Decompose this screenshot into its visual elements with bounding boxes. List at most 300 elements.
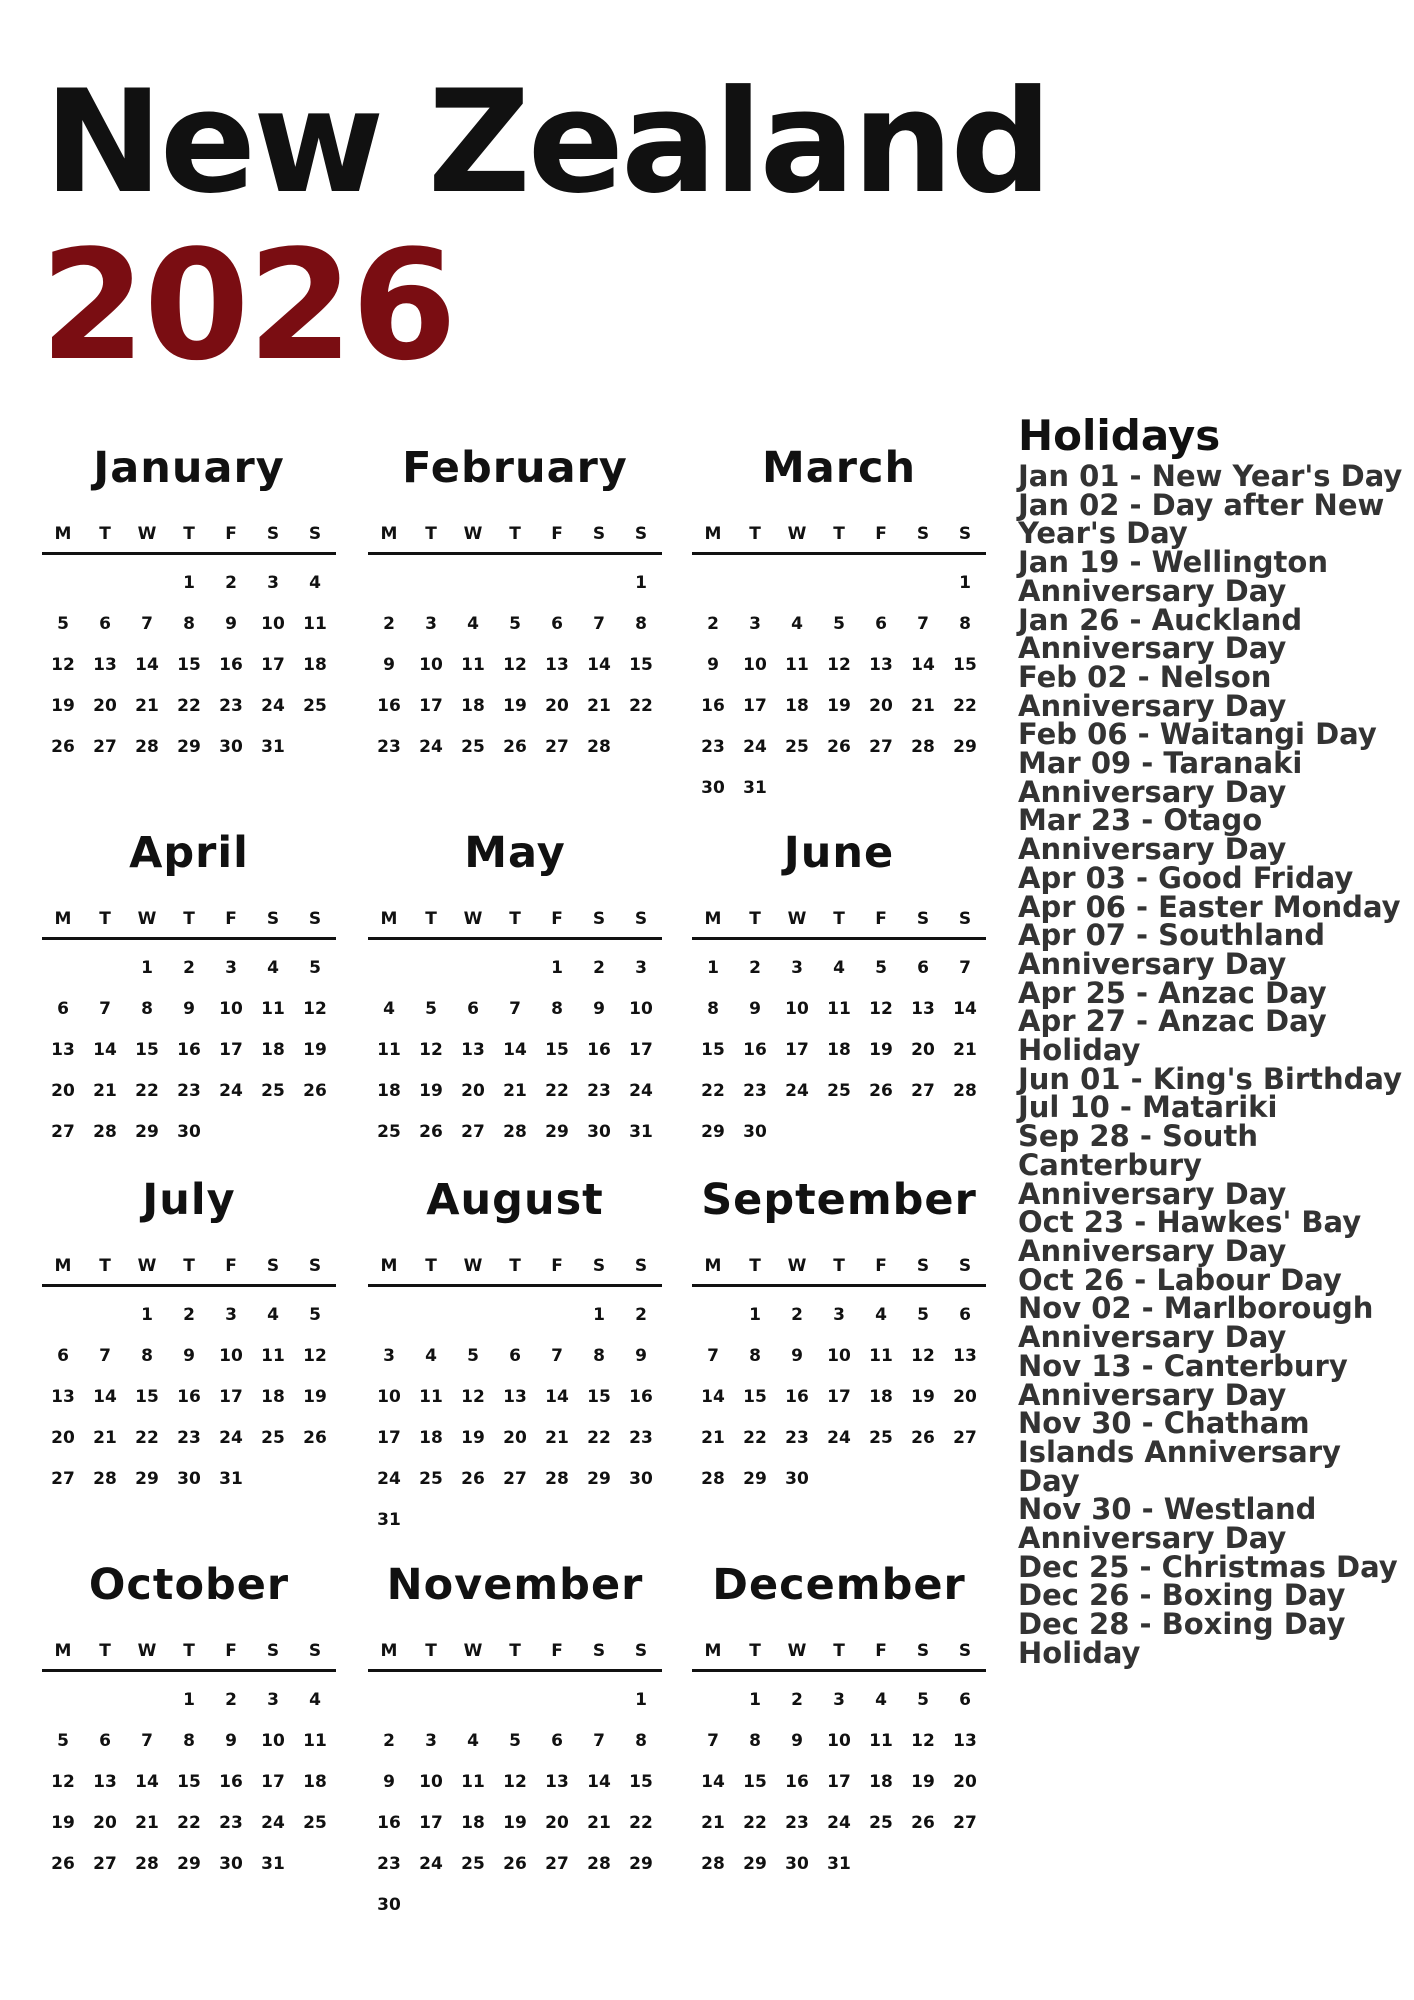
day-cell: 18 bbox=[377, 1081, 401, 1101]
month-days bbox=[368, 1672, 662, 1926]
day-cell: 12 bbox=[827, 655, 851, 675]
day-cell: 26 bbox=[503, 737, 527, 757]
day-cell: 26 bbox=[827, 737, 851, 757]
weekday-header bbox=[42, 1633, 336, 1672]
holiday-item: Apr 06 - Easter Monday bbox=[1018, 889, 1401, 924]
day-cell: 20 bbox=[93, 696, 117, 716]
day-cell: 2 bbox=[707, 614, 719, 634]
month-name: June bbox=[783, 828, 895, 878]
day-cell: 11 bbox=[869, 1731, 893, 1751]
day-cell: 5 bbox=[57, 1731, 69, 1751]
weekday-label: T bbox=[749, 524, 761, 544]
month-days bbox=[692, 1672, 986, 1885]
weekday-label: M bbox=[54, 909, 72, 929]
weekday-label: W bbox=[787, 524, 807, 544]
day-cell: 30 bbox=[785, 1469, 809, 1489]
empty-cell bbox=[368, 1295, 410, 1336]
day-cell: 26 bbox=[51, 737, 75, 757]
day-cell: 2 bbox=[383, 1731, 395, 1751]
empty-cell bbox=[410, 1295, 452, 1336]
weekday-label: S bbox=[916, 909, 930, 929]
day-cell: 12 bbox=[503, 1772, 527, 1792]
year-heading: 2026 bbox=[40, 217, 456, 394]
weekday-label: S bbox=[916, 524, 930, 544]
month-days bbox=[42, 1287, 336, 1500]
day-cell: 14 bbox=[135, 1772, 159, 1792]
day-cell: 25 bbox=[869, 1428, 893, 1448]
day-cell: 2 bbox=[383, 614, 395, 634]
month-days bbox=[42, 940, 336, 1153]
empty-cell bbox=[42, 1295, 84, 1336]
day-cell: 24 bbox=[419, 737, 443, 757]
weekday-label: M bbox=[54, 524, 72, 544]
day-cell: 19 bbox=[303, 1040, 327, 1060]
weekday-label: T bbox=[509, 909, 521, 929]
weekday-label: T bbox=[833, 909, 845, 929]
day-cell: 3 bbox=[267, 573, 279, 593]
day-cell: 6 bbox=[57, 1346, 69, 1366]
day-cell: 23 bbox=[701, 737, 725, 757]
day-cell: 13 bbox=[51, 1387, 75, 1407]
day-cell: 17 bbox=[377, 1428, 401, 1448]
day-cell: 11 bbox=[261, 1346, 285, 1366]
weekday-label: W bbox=[137, 1256, 157, 1276]
day-cell: 10 bbox=[629, 999, 653, 1019]
day-cell: 27 bbox=[911, 1081, 935, 1101]
weekday-label: T bbox=[833, 1641, 845, 1661]
weekday-label: F bbox=[875, 524, 887, 544]
weekday-label: M bbox=[380, 1641, 398, 1661]
day-cell: 9 bbox=[635, 1346, 647, 1366]
day-cell: 25 bbox=[869, 1813, 893, 1833]
day-cell: 19 bbox=[911, 1772, 935, 1792]
day-cell: 1 bbox=[635, 573, 647, 593]
empty-cell bbox=[84, 1680, 126, 1721]
day-cell: 18 bbox=[461, 696, 485, 716]
day-cell: 8 bbox=[707, 999, 719, 1019]
day-cell: 26 bbox=[911, 1813, 935, 1833]
day-cell: 13 bbox=[93, 655, 117, 675]
day-cell: 18 bbox=[461, 1813, 485, 1833]
day-cell: 21 bbox=[953, 1040, 977, 1060]
day-cell: 30 bbox=[587, 1122, 611, 1142]
day-cell: 2 bbox=[593, 958, 605, 978]
day-cell: 16 bbox=[785, 1387, 809, 1407]
day-cell: 8 bbox=[635, 1731, 647, 1751]
day-cell: 15 bbox=[177, 1772, 201, 1792]
day-cell: 1 bbox=[959, 573, 971, 593]
day-cell: 3 bbox=[833, 1690, 845, 1710]
day-cell: 27 bbox=[545, 1854, 569, 1874]
day-cell: 6 bbox=[551, 614, 563, 634]
day-cell: 12 bbox=[869, 999, 893, 1019]
day-cell: 19 bbox=[51, 696, 75, 716]
empty-cell bbox=[84, 563, 126, 604]
weekday-header bbox=[368, 516, 662, 555]
weekday-label: S bbox=[266, 524, 280, 544]
day-cell: 20 bbox=[869, 696, 893, 716]
day-cell: 22 bbox=[587, 1428, 611, 1448]
day-cell: 6 bbox=[959, 1305, 971, 1325]
day-cell: 3 bbox=[749, 614, 761, 634]
day-cell: 8 bbox=[141, 1346, 153, 1366]
weekday-label: T bbox=[183, 524, 195, 544]
day-cell: 19 bbox=[911, 1387, 935, 1407]
weekday-label: T bbox=[99, 1256, 111, 1276]
day-cell: 27 bbox=[503, 1469, 527, 1489]
holiday-item: Jul 10 - Matariki bbox=[1018, 1090, 1278, 1125]
day-cell: 15 bbox=[135, 1040, 159, 1060]
day-cell: 26 bbox=[303, 1428, 327, 1448]
weekday-label: S bbox=[958, 1641, 972, 1661]
weekday-label: S bbox=[916, 1256, 930, 1276]
day-cell: 12 bbox=[461, 1387, 485, 1407]
day-cell: 22 bbox=[135, 1428, 159, 1448]
weekday-header bbox=[42, 901, 336, 940]
month-name: November bbox=[386, 1560, 644, 1610]
weekday-header bbox=[692, 516, 986, 555]
day-cell: 19 bbox=[51, 1813, 75, 1833]
day-cell: 13 bbox=[503, 1387, 527, 1407]
day-cell: 25 bbox=[303, 1813, 327, 1833]
holiday-item: Jan 01 - New Year's Day bbox=[1018, 459, 1403, 493]
day-cell: 24 bbox=[261, 1813, 285, 1833]
day-cell: 20 bbox=[545, 696, 569, 716]
weekday-label: S bbox=[958, 909, 972, 929]
day-cell: 17 bbox=[261, 655, 285, 675]
day-cell: 30 bbox=[219, 1854, 243, 1874]
day-cell: 14 bbox=[503, 1040, 527, 1060]
month-august bbox=[368, 1172, 662, 1541]
holiday-item: Feb 02 - Nelson Anniversary Day bbox=[1018, 659, 1287, 723]
day-cell: 24 bbox=[261, 696, 285, 716]
day-cell: 1 bbox=[749, 1305, 761, 1325]
holiday-item: Oct 23 - Hawkes' Bay Anniversary Day bbox=[1018, 1205, 1362, 1268]
day-cell: 20 bbox=[503, 1428, 527, 1448]
day-cell: 4 bbox=[875, 1690, 887, 1710]
weekday-label: M bbox=[54, 1256, 72, 1276]
day-cell: 1 bbox=[183, 1690, 195, 1710]
day-cell: 29 bbox=[177, 737, 201, 757]
day-cell: 9 bbox=[593, 999, 605, 1019]
day-cell: 13 bbox=[93, 1772, 117, 1792]
day-cell: 27 bbox=[545, 737, 569, 757]
day-cell: 22 bbox=[177, 696, 201, 716]
holiday-item: Mar 09 - Taranaki Anniversary Day bbox=[1018, 746, 1303, 809]
weekday-label: T bbox=[183, 1641, 195, 1661]
day-cell: 17 bbox=[419, 696, 443, 716]
day-cell: 2 bbox=[225, 573, 237, 593]
day-cell: 8 bbox=[749, 1346, 761, 1366]
day-cell: 27 bbox=[869, 737, 893, 757]
weekday-header bbox=[692, 901, 986, 940]
weekday-label: F bbox=[551, 524, 563, 544]
day-cell: 30 bbox=[377, 1895, 401, 1915]
day-cell: 5 bbox=[509, 614, 521, 634]
day-cell: 8 bbox=[959, 614, 971, 634]
day-cell: 22 bbox=[701, 1081, 725, 1101]
day-cell: 6 bbox=[509, 1346, 521, 1366]
day-cell: 16 bbox=[219, 1772, 243, 1792]
day-cell: 9 bbox=[183, 1346, 195, 1366]
day-cell: 19 bbox=[461, 1428, 485, 1448]
day-cell: 10 bbox=[261, 1731, 285, 1751]
empty-cell bbox=[494, 948, 536, 989]
day-cell: 8 bbox=[183, 1731, 195, 1751]
weekday-label: T bbox=[509, 524, 521, 544]
day-cell: 7 bbox=[707, 1346, 719, 1366]
day-cell: 16 bbox=[377, 1813, 401, 1833]
day-cell: 21 bbox=[135, 1813, 159, 1833]
day-cell: 25 bbox=[785, 737, 809, 757]
day-cell: 27 bbox=[461, 1122, 485, 1142]
day-cell: 4 bbox=[467, 1731, 479, 1751]
weekday-label: S bbox=[916, 1641, 930, 1661]
day-cell: 22 bbox=[135, 1081, 159, 1101]
day-cell: 24 bbox=[743, 737, 767, 757]
day-cell: 29 bbox=[545, 1122, 569, 1142]
day-cell: 12 bbox=[303, 999, 327, 1019]
day-cell: 9 bbox=[225, 1731, 237, 1751]
day-cell: 12 bbox=[911, 1346, 935, 1366]
day-cell: 5 bbox=[509, 1731, 521, 1751]
empty-cell bbox=[452, 1680, 494, 1721]
weekday-label: T bbox=[183, 909, 195, 929]
day-cell: 4 bbox=[875, 1305, 887, 1325]
day-cell: 4 bbox=[309, 1690, 321, 1710]
holiday-item: Jan 02 - Day after New Year's Day bbox=[1018, 487, 1385, 551]
day-cell: 30 bbox=[701, 778, 725, 798]
weekday-label: S bbox=[308, 1641, 322, 1661]
day-cell: 14 bbox=[701, 1772, 725, 1792]
day-cell: 29 bbox=[743, 1469, 767, 1489]
holiday-item: Oct 26 - Labour Day bbox=[1018, 1262, 1342, 1297]
day-cell: 4 bbox=[791, 614, 803, 634]
weekday-label: M bbox=[704, 524, 722, 544]
day-cell: 28 bbox=[135, 1854, 159, 1874]
day-cell: 13 bbox=[911, 999, 935, 1019]
weekday-label: F bbox=[551, 1256, 563, 1276]
day-cell: 14 bbox=[701, 1387, 725, 1407]
day-cell: 5 bbox=[917, 1305, 929, 1325]
day-cell: 22 bbox=[545, 1081, 569, 1101]
empty-cell bbox=[42, 948, 84, 989]
holiday-item: Apr 25 - Anzac Day bbox=[1018, 975, 1327, 1010]
day-cell: 24 bbox=[377, 1469, 401, 1489]
day-cell: 30 bbox=[785, 1854, 809, 1874]
day-cell: 7 bbox=[551, 1346, 563, 1366]
empty-cell bbox=[452, 1295, 494, 1336]
day-cell: 20 bbox=[911, 1040, 935, 1060]
month-name: August bbox=[426, 1175, 604, 1225]
day-cell: 19 bbox=[827, 696, 851, 716]
month-december bbox=[692, 1557, 986, 1885]
month-october bbox=[42, 1557, 336, 1885]
day-cell: 14 bbox=[545, 1387, 569, 1407]
day-cell: 23 bbox=[785, 1813, 809, 1833]
day-cell: 7 bbox=[917, 614, 929, 634]
day-cell: 21 bbox=[93, 1081, 117, 1101]
day-cell: 13 bbox=[51, 1040, 75, 1060]
empty-cell bbox=[860, 563, 902, 604]
day-cell: 3 bbox=[425, 614, 437, 634]
weekday-label: T bbox=[425, 909, 437, 929]
day-cell: 28 bbox=[93, 1122, 117, 1142]
day-cell: 12 bbox=[503, 655, 527, 675]
day-cell: 15 bbox=[629, 1772, 653, 1792]
day-cell: 28 bbox=[701, 1854, 725, 1874]
day-cell: 15 bbox=[177, 655, 201, 675]
empty-cell bbox=[126, 1680, 168, 1721]
day-cell: 18 bbox=[827, 1040, 851, 1060]
day-cell: 13 bbox=[869, 655, 893, 675]
day-cell: 6 bbox=[99, 614, 111, 634]
day-cell: 30 bbox=[219, 737, 243, 757]
day-cell: 31 bbox=[629, 1122, 653, 1142]
day-cell: 9 bbox=[791, 1346, 803, 1366]
day-cell: 1 bbox=[141, 1305, 153, 1325]
empty-cell bbox=[536, 1295, 578, 1336]
day-cell: 15 bbox=[587, 1387, 611, 1407]
weekday-label: T bbox=[99, 909, 111, 929]
holiday-item: Sep 28 - South Canterbury Anniversary Day bbox=[1018, 1119, 1287, 1211]
day-cell: 11 bbox=[785, 655, 809, 675]
day-cell: 29 bbox=[701, 1122, 725, 1142]
holiday-item: Jan 19 - Wellington Anniversary Day bbox=[1018, 545, 1328, 608]
day-cell: 6 bbox=[959, 1690, 971, 1710]
day-cell: 23 bbox=[743, 1081, 767, 1101]
day-cell: 23 bbox=[219, 696, 243, 716]
day-cell: 17 bbox=[785, 1040, 809, 1060]
day-cell: 29 bbox=[177, 1854, 201, 1874]
day-cell: 22 bbox=[629, 1813, 653, 1833]
day-cell: 24 bbox=[219, 1428, 243, 1448]
day-cell: 27 bbox=[51, 1469, 75, 1489]
day-cell: 6 bbox=[551, 1731, 563, 1751]
month-name: January bbox=[93, 443, 285, 493]
day-cell: 22 bbox=[177, 1813, 201, 1833]
weekday-label: S bbox=[308, 1256, 322, 1276]
day-cell: 28 bbox=[911, 737, 935, 757]
weekday-label: S bbox=[308, 909, 322, 929]
empty-cell bbox=[368, 948, 410, 989]
day-cell: 11 bbox=[869, 1346, 893, 1366]
empty-cell bbox=[452, 563, 494, 604]
weekday-label: S bbox=[958, 524, 972, 544]
day-cell: 21 bbox=[93, 1428, 117, 1448]
day-cell: 5 bbox=[875, 958, 887, 978]
day-cell: 17 bbox=[419, 1813, 443, 1833]
holiday-item: Apr 03 - Good Friday bbox=[1018, 860, 1354, 895]
holiday-item: Nov 13 - Canterbury Anniversary Day bbox=[1018, 1348, 1348, 1412]
day-cell: 23 bbox=[177, 1081, 201, 1101]
day-cell: 28 bbox=[545, 1469, 569, 1489]
weekday-label: S bbox=[592, 524, 606, 544]
month-days bbox=[42, 1672, 336, 1885]
day-cell: 21 bbox=[587, 1813, 611, 1833]
day-cell: 10 bbox=[419, 655, 443, 675]
empty-cell bbox=[42, 1680, 84, 1721]
holiday-item: Apr 27 - Anzac Day Holiday bbox=[1018, 1004, 1327, 1068]
weekday-label: W bbox=[137, 524, 157, 544]
day-cell: 8 bbox=[141, 999, 153, 1019]
day-cell: 12 bbox=[911, 1731, 935, 1751]
day-cell: 7 bbox=[593, 1731, 605, 1751]
day-cell: 20 bbox=[953, 1387, 977, 1407]
day-cell: 4 bbox=[267, 958, 279, 978]
day-cell: 25 bbox=[377, 1122, 401, 1142]
day-cell: 20 bbox=[51, 1428, 75, 1448]
day-cell: 26 bbox=[303, 1081, 327, 1101]
day-cell: 9 bbox=[225, 614, 237, 634]
empty-cell bbox=[692, 563, 734, 604]
day-cell: 18 bbox=[869, 1387, 893, 1407]
day-cell: 4 bbox=[309, 573, 321, 593]
day-cell: 8 bbox=[183, 614, 195, 634]
weekday-label: M bbox=[704, 1256, 722, 1276]
day-cell: 26 bbox=[869, 1081, 893, 1101]
holidays-panel bbox=[1018, 412, 1408, 1668]
day-cell: 11 bbox=[461, 1772, 485, 1792]
day-cell: 5 bbox=[309, 1305, 321, 1325]
day-cell: 9 bbox=[791, 1731, 803, 1751]
weekday-label: S bbox=[634, 1256, 648, 1276]
day-cell: 25 bbox=[303, 696, 327, 716]
day-cell: 13 bbox=[953, 1731, 977, 1751]
day-cell: 19 bbox=[303, 1387, 327, 1407]
day-cell: 17 bbox=[219, 1387, 243, 1407]
day-cell: 8 bbox=[749, 1731, 761, 1751]
day-cell: 30 bbox=[177, 1122, 201, 1142]
day-cell: 27 bbox=[93, 1854, 117, 1874]
day-cell: 27 bbox=[953, 1813, 977, 1833]
day-cell: 7 bbox=[141, 1731, 153, 1751]
day-cell: 12 bbox=[419, 1040, 443, 1060]
weekday-label: W bbox=[463, 909, 483, 929]
day-cell: 23 bbox=[785, 1428, 809, 1448]
weekday-label: F bbox=[875, 1641, 887, 1661]
day-cell: 26 bbox=[419, 1122, 443, 1142]
day-cell: 17 bbox=[743, 696, 767, 716]
day-cell: 6 bbox=[467, 999, 479, 1019]
month-days bbox=[368, 940, 662, 1153]
month-name: March bbox=[761, 443, 917, 493]
day-cell: 23 bbox=[377, 737, 401, 757]
month-november bbox=[368, 1557, 662, 1926]
weekday-label: S bbox=[634, 909, 648, 929]
day-cell: 5 bbox=[425, 999, 437, 1019]
day-cell: 6 bbox=[875, 614, 887, 634]
empty-cell bbox=[452, 948, 494, 989]
day-cell: 19 bbox=[419, 1081, 443, 1101]
day-cell: 4 bbox=[425, 1346, 437, 1366]
empty-cell bbox=[776, 563, 818, 604]
day-cell: 14 bbox=[911, 655, 935, 675]
day-cell: 6 bbox=[917, 958, 929, 978]
day-cell: 16 bbox=[219, 655, 243, 675]
month-april bbox=[42, 825, 336, 1153]
day-cell: 28 bbox=[587, 737, 611, 757]
day-cell: 11 bbox=[303, 1731, 327, 1751]
day-cell: 24 bbox=[827, 1428, 851, 1448]
day-cell: 7 bbox=[99, 1346, 111, 1366]
day-cell: 27 bbox=[51, 1122, 75, 1142]
month-name: December bbox=[712, 1560, 966, 1610]
day-cell: 13 bbox=[545, 1772, 569, 1792]
day-cell: 8 bbox=[551, 999, 563, 1019]
day-cell: 31 bbox=[743, 778, 767, 798]
day-cell: 28 bbox=[503, 1122, 527, 1142]
